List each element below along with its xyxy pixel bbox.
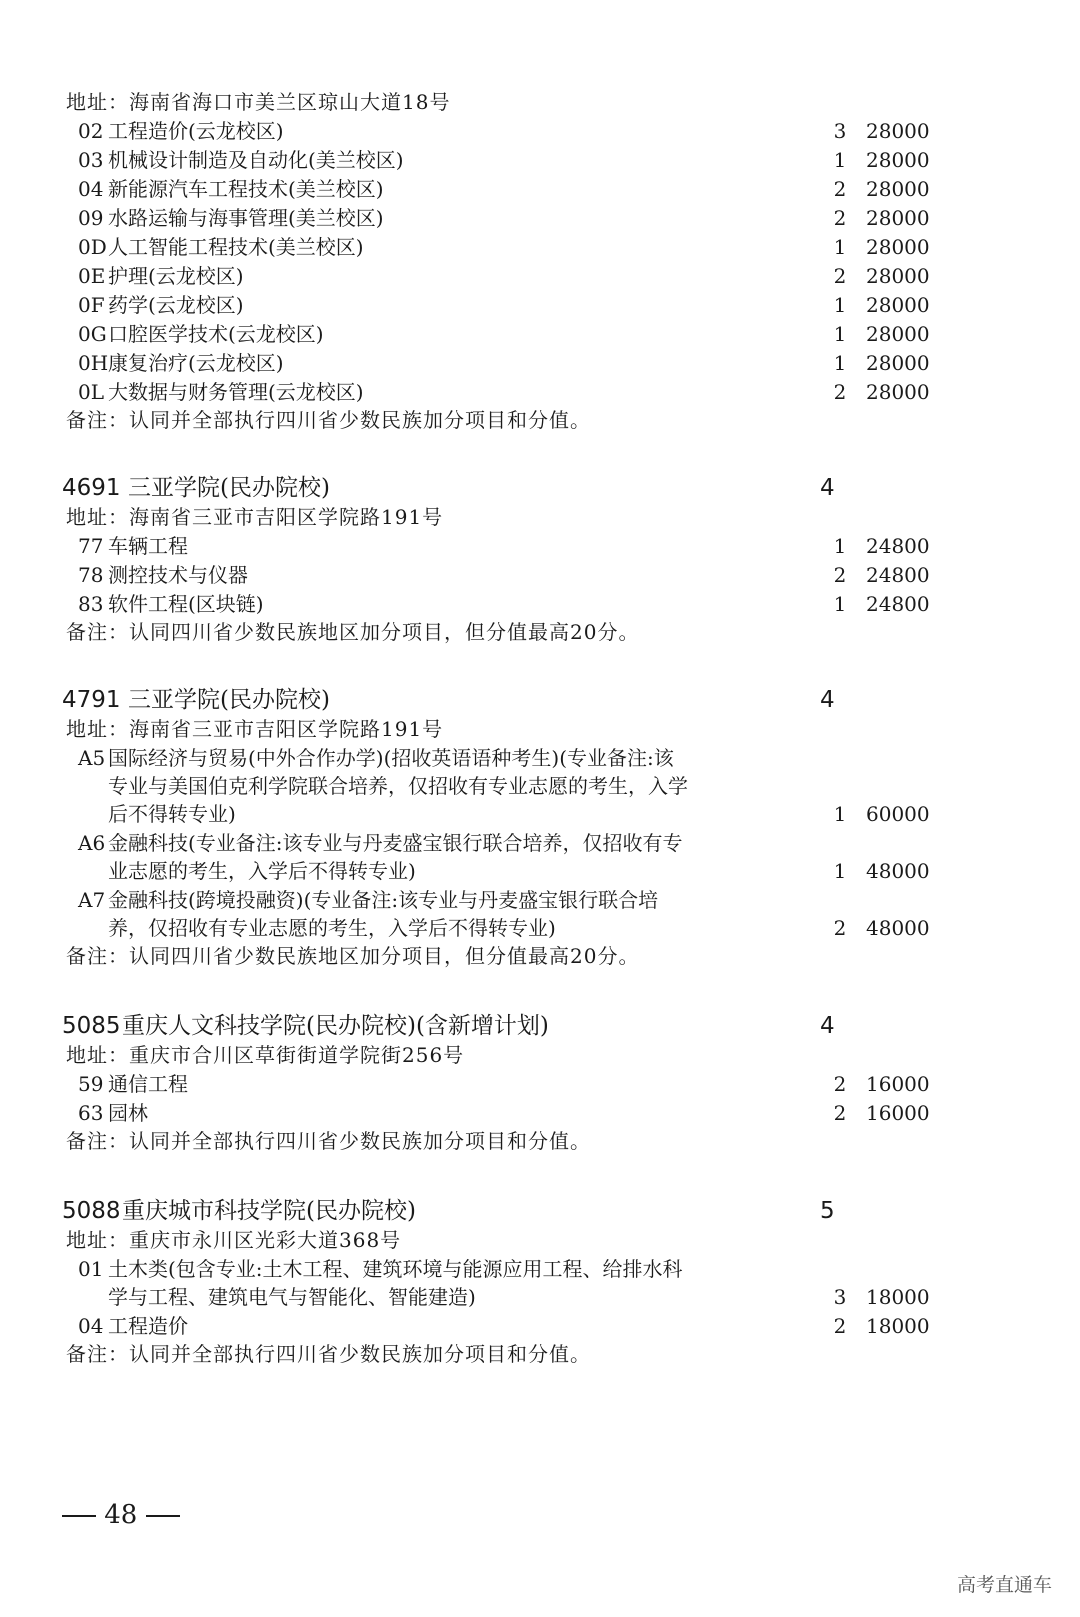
program-name: 康复治疗(云龙校区): [108, 351, 284, 375]
program-name: 新能源汽车工程技术(美兰校区): [108, 177, 384, 201]
program-name: 药学(云龙校区): [108, 293, 244, 317]
note-text: 备注：认同并全部执行四川省少数民族加分项目和分值。: [66, 1342, 591, 1366]
address-text: 地址：重庆市永川区光彩大道368号: [66, 1228, 402, 1252]
program-name-line: 专业与美国伯克利学院联合培养，仅招收有专业志愿的考生，入学: [108, 774, 688, 798]
program-count: 1: [833, 534, 847, 558]
program-row: [0, 262, 1080, 291]
school-count: 4: [820, 1013, 835, 1039]
program-row-continued: [0, 800, 1080, 829]
program-row-continued: [0, 1283, 1080, 1312]
program-row: [0, 175, 1080, 204]
program-code: 04: [78, 177, 104, 201]
program-count: 1: [833, 802, 847, 826]
program-fee: 28000: [866, 380, 930, 404]
program-row: [0, 886, 1080, 915]
program-count: 2: [833, 1072, 847, 1096]
program-fee: 24800: [866, 592, 930, 616]
program-code: A7: [78, 888, 106, 912]
program-fee: 18000: [866, 1314, 930, 1338]
program-code: 09: [78, 206, 104, 230]
program-name: 人工智能工程技术(美兰校区): [108, 235, 364, 259]
address-text: 地址：重庆市合川区草街街道学院街256号: [66, 1043, 465, 1067]
program-row: [0, 204, 1080, 233]
program-name-line: 国际经济与贸易(中外合作办学)(招收英语语种考生)(专业备注:该: [108, 746, 674, 770]
program-row: [0, 320, 1080, 349]
school-count: 4: [820, 687, 835, 713]
program-fee: 24800: [866, 563, 930, 587]
dash-right: [146, 1515, 180, 1517]
school-name: 三亚学院(民办院校): [128, 687, 330, 713]
watermark: 高考直通车: [956, 1574, 1052, 1596]
program-name-line: 金融科技(专业备注:该专业与丹麦盛宝银行联合培养，仅招收有专: [108, 831, 683, 855]
school-address: [0, 503, 1080, 532]
note-text: 备注：认同四川省少数民族地区加分项目，但分值最高20分。: [66, 620, 640, 644]
program-name: 工程造价: [108, 1314, 188, 1338]
school-code: 4791: [62, 687, 121, 713]
program-fee: 48000: [866, 916, 930, 940]
program-fee: 28000: [866, 206, 930, 230]
program-fee: 28000: [866, 235, 930, 259]
program-code: 77: [78, 534, 104, 558]
program-fee: 28000: [866, 177, 930, 201]
program-count: 1: [833, 351, 847, 375]
program-count: 2: [833, 264, 847, 288]
program-name-line: 后不得转专业): [108, 802, 236, 826]
program-row-continued: [0, 857, 1080, 886]
school-note: [0, 942, 1080, 971]
dash-left: [62, 1515, 96, 1517]
school-code: 5088: [62, 1198, 121, 1224]
note-text: 备注：认同四川省少数民族地区加分项目，但分值最高20分。: [66, 944, 640, 968]
program-fee: 18000: [866, 1285, 930, 1309]
program-name-line: 养，仅招收有专业志愿的考生，入学后不得转专业): [108, 916, 556, 940]
program-name: 水路运输与海事管理(美兰校区): [108, 206, 384, 230]
program-fee: 28000: [866, 119, 930, 143]
program-row: [0, 744, 1080, 773]
school-name: 重庆人文科技学院(民办院校)(含新增计划): [122, 1013, 549, 1039]
program-name: 通信工程: [108, 1072, 188, 1096]
address-text: 地址：海南省海口市美兰区琼山大道18号: [66, 90, 451, 114]
program-row-continued: [0, 772, 1080, 801]
program-count: 2: [833, 1314, 847, 1338]
school-note: [0, 1340, 1080, 1369]
program-name: 测控技术与仪器: [108, 563, 248, 587]
program-row: [0, 532, 1080, 561]
school-name: 重庆城市科技学院(民办院校): [122, 1198, 416, 1224]
program-count: 2: [833, 380, 847, 404]
program-count: 3: [833, 1285, 847, 1309]
school-note: [0, 618, 1080, 647]
program-name: 工程造价(云龙校区): [108, 119, 284, 143]
program-name: 口腔医学技术(云龙校区): [108, 322, 324, 346]
page-number: [62, 1500, 180, 1530]
school-address: [0, 1226, 1080, 1255]
school-address: [0, 1041, 1080, 1070]
school-header: [0, 1008, 1080, 1044]
program-code: A5: [78, 746, 106, 770]
program-fee: 28000: [866, 293, 930, 317]
school-address: [0, 88, 1080, 117]
program-name: 机械设计制造及自动化(美兰校区): [108, 148, 404, 172]
program-code: 83: [78, 592, 104, 616]
program-row: [0, 1255, 1080, 1284]
program-code: 0D: [78, 235, 107, 259]
program-name-line: 土木类(包含专业:土木工程、建筑环境与能源应用工程、给排水科: [108, 1257, 683, 1281]
program-name: 车辆工程: [108, 534, 188, 558]
program-code: 02: [78, 119, 104, 143]
program-count: 2: [833, 916, 847, 940]
school-address: [0, 715, 1080, 744]
school-count: 5: [820, 1198, 835, 1224]
program-count: 1: [833, 293, 847, 317]
program-code: 78: [78, 563, 104, 587]
program-count: 2: [833, 177, 847, 201]
program-count: 2: [833, 206, 847, 230]
program-count: 3: [833, 119, 847, 143]
program-name-line: 金融科技(跨境投融资)(专业备注:该专业与丹麦盛宝银行联合培: [108, 888, 659, 912]
program-count: 1: [833, 859, 847, 883]
school-count: 4: [820, 475, 835, 501]
program-row: [0, 829, 1080, 858]
program-count: 2: [833, 1101, 847, 1125]
page-number-text: 48: [104, 1500, 138, 1530]
program-code: 01: [78, 1257, 104, 1281]
program-row: [0, 1070, 1080, 1099]
program-code: 03: [78, 148, 104, 172]
program-code: 63: [78, 1101, 104, 1125]
program-row-continued: [0, 914, 1080, 943]
program-code: 0G: [78, 322, 107, 346]
school-header: [0, 682, 1080, 718]
program-fee: 28000: [866, 322, 930, 346]
program-name: 护理(云龙校区): [108, 264, 244, 288]
program-name-line: 学与工程、建筑电气与智能化、智能建造): [108, 1285, 476, 1309]
program-code: 0E: [78, 264, 106, 288]
program-row: [0, 291, 1080, 320]
program-code: 0H: [78, 351, 109, 375]
program-count: 2: [833, 563, 847, 587]
address-text: 地址：海南省三亚市吉阳区学院路191号: [66, 505, 444, 529]
program-fee: 16000: [866, 1072, 930, 1096]
address-text: 地址：海南省三亚市吉阳区学院路191号: [66, 717, 444, 741]
program-name: 大数据与财务管理(云龙校区): [108, 380, 364, 404]
program-fee: 24800: [866, 534, 930, 558]
school-header: [0, 470, 1080, 506]
program-fee: 28000: [866, 264, 930, 288]
program-code: 0F: [78, 293, 105, 317]
program-row: [0, 1312, 1080, 1341]
school-note: [0, 1127, 1080, 1156]
program-fee: 48000: [866, 859, 930, 883]
program-count: 1: [833, 235, 847, 259]
program-name: 园林: [108, 1101, 148, 1125]
program-fee: 16000: [866, 1101, 930, 1125]
program-code: 0L: [78, 380, 105, 404]
program-count: 1: [833, 148, 847, 172]
program-fee: 28000: [866, 351, 930, 375]
program-fee: 28000: [866, 148, 930, 172]
program-code: 04: [78, 1314, 104, 1338]
program-count: 1: [833, 592, 847, 616]
school-note: [0, 406, 1080, 435]
program-row: [0, 146, 1080, 175]
program-count: 1: [833, 322, 847, 346]
program-name: 软件工程(区块链): [108, 592, 264, 616]
program-row: [0, 117, 1080, 146]
program-fee: 60000: [866, 802, 930, 826]
program-name-line: 业志愿的考生，入学后不得转专业): [108, 859, 416, 883]
program-row: [0, 590, 1080, 619]
school-code: 5085: [62, 1013, 121, 1039]
note-text: 备注：认同并全部执行四川省少数民族加分项目和分值。: [66, 408, 591, 432]
program-row: [0, 378, 1080, 407]
program-row: [0, 1099, 1080, 1128]
school-header: [0, 1193, 1080, 1229]
school-code: 4691: [62, 475, 121, 501]
program-code: 59: [78, 1072, 104, 1096]
school-name: 三亚学院(民办院校): [128, 475, 330, 501]
program-row: [0, 349, 1080, 378]
program-code: A6: [78, 831, 106, 855]
program-row: [0, 561, 1080, 590]
note-text: 备注：认同并全部执行四川省少数民族加分项目和分值。: [66, 1129, 591, 1153]
program-row: [0, 233, 1080, 262]
